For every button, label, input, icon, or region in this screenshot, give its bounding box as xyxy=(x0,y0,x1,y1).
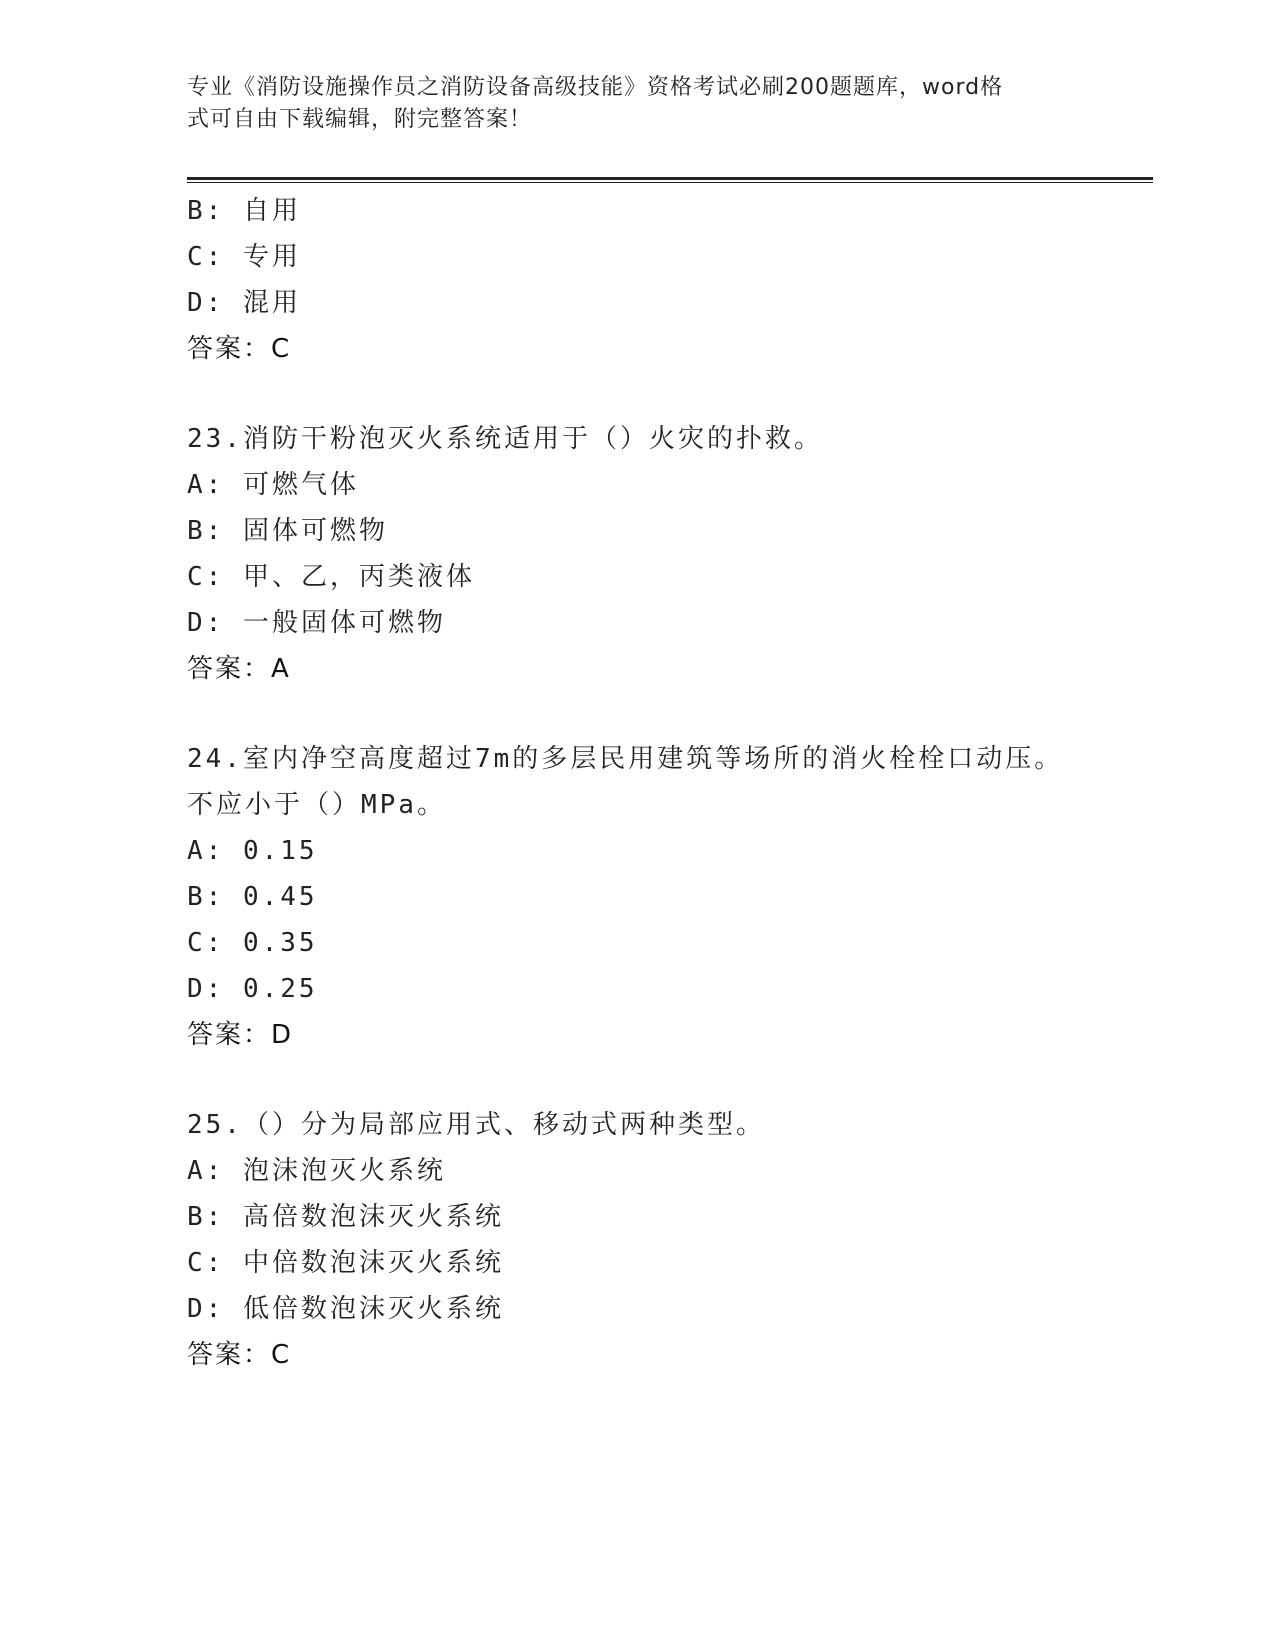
header-rule-thick xyxy=(187,177,1153,180)
header-line-2: 式可自由下载编辑，附完整答案！ xyxy=(187,107,533,132)
question-24 xyxy=(187,736,1153,1058)
option-c: C: 专用 xyxy=(187,242,301,272)
header-line-1: 专业《消防设施操作员之消防设备高级技能》资格考试必刷200题题库，word格 xyxy=(187,75,1004,100)
question-23 xyxy=(187,416,1153,692)
spacer xyxy=(187,1058,1153,1102)
option-b: B: 0.45 xyxy=(187,882,318,912)
option-b: B: 固体可燃物 xyxy=(187,516,388,546)
option-b: B: 高倍数泡沫灭火系统 xyxy=(187,1202,504,1232)
option-b: B: 自用 xyxy=(187,196,301,226)
option-a: A: 0.15 xyxy=(187,836,318,866)
answer-line: 答案：C xyxy=(187,334,292,364)
answer-line: 答案：D xyxy=(187,1020,294,1050)
question-stem: 24.室内净空高度超过7m的多层民用建筑等场所的消火栓栓口动压。 xyxy=(187,744,1064,774)
option-d: D: 一般固体可燃物 xyxy=(187,608,446,638)
question-stem: 25.（）分为局部应用式、移动式两种类型。 xyxy=(187,1110,765,1140)
option-a: A: 可燃气体 xyxy=(187,470,359,500)
question-22-continued xyxy=(187,188,1153,372)
spacer xyxy=(187,372,1153,416)
question-stem-continued: 不应小于（）MPa。 xyxy=(187,790,446,820)
question-stem: 23.消防干粉泡灭火系统适用于（）火灾的扑救。 xyxy=(187,424,823,454)
header-rule-thin xyxy=(187,182,1153,183)
option-d: D: 混用 xyxy=(187,288,301,318)
option-c: C: 中倍数泡沫灭火系统 xyxy=(187,1248,504,1278)
page-header xyxy=(187,72,1067,136)
option-d: D: 低倍数泡沫灭火系统 xyxy=(187,1294,504,1324)
option-d: D: 0.25 xyxy=(187,974,318,1004)
option-c: C: 0.35 xyxy=(187,928,318,958)
option-c: C: 甲、乙，丙类液体 xyxy=(187,562,475,592)
answer-line: 答案：A xyxy=(187,654,291,684)
spacer xyxy=(187,692,1153,736)
question-list xyxy=(187,188,1153,1378)
question-25 xyxy=(187,1102,1153,1378)
answer-line: 答案：C xyxy=(187,1340,292,1370)
option-a: A: 泡沫泡灭火系统 xyxy=(187,1156,446,1186)
